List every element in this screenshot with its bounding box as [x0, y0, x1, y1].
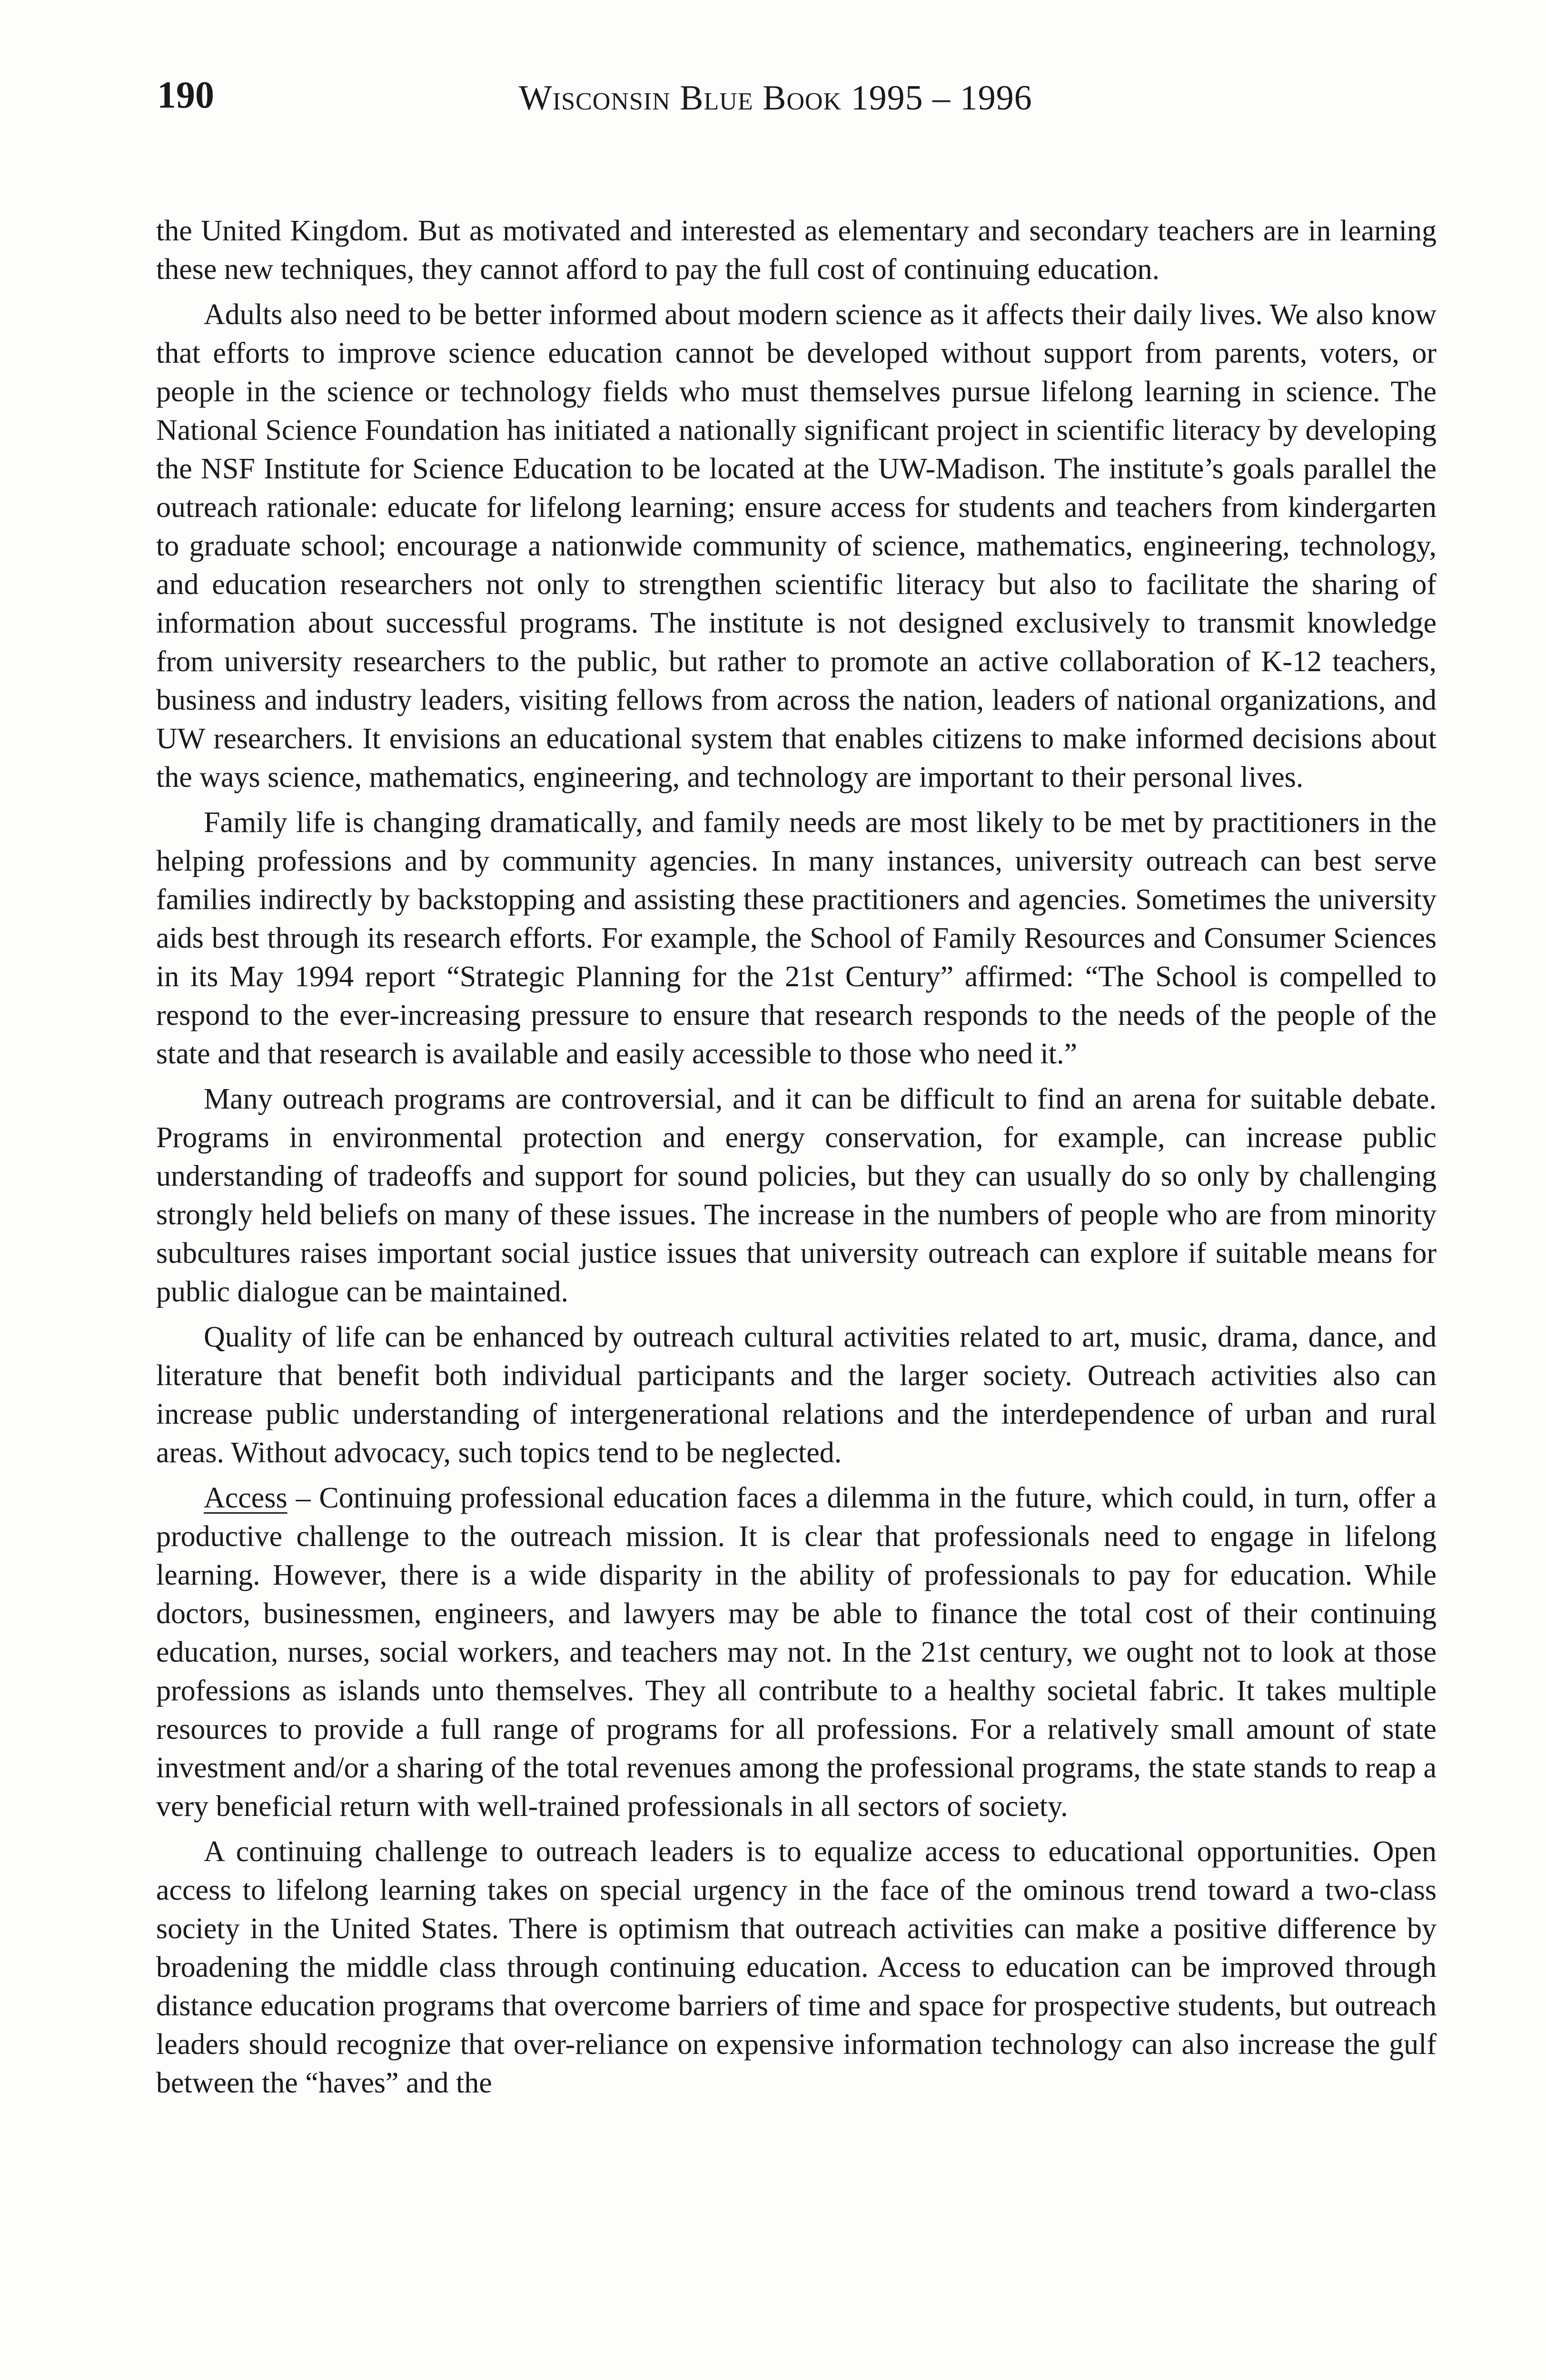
page-header [157, 71, 1442, 129]
running-title: Wisconsin Blue Book 1995 – 1996 [519, 79, 1032, 118]
section-lead-access: Access [204, 1482, 287, 1514]
paragraph-access [156, 1479, 1437, 1826]
paragraph-7: A continuing challenge to outreach leaders is to equalize access to educational opportunities. Open access to lifelong learning takes on special urgency in the face of the ominous trend toward a two-class society in the United States. There is optimism that outreach activities can make a positive difference by broadening the middle class through continuing education. Access to education can be improved through distance education programs that overcome barriers of time and space for prospective students, but outreach leaders should recognize that over-reliance on expensive information technology can also increase the gulf between the “haves” and the [156, 1835, 1437, 2099]
page-number: 190 [157, 74, 214, 116]
paragraph-4: Many outreach programs are controversial, and it can be difficult to find an arena for suitable debate. Programs in environmental protection and energy conservation, for example, can increase public understanding of tradeoffs and support for sound policies, but they can usually do so only by challenging strongly held beliefs on many of these issues. The increase in the numbers of people who are from minority subcultures raises important social justice issues that university outreach can explore if suitable means for public dialogue can be maintained. [156, 1083, 1437, 1308]
paragraph-5: Quality of life can be enhanced by outreach cultural activities related to art, music, drama, dance, and literature that benefit both individual participants and the larger society. Outreach activities also can increase public understanding of intergenerational relations and the interdependence of urban and rural areas. Without advocacy, such topics tend to be neglected. [156, 1321, 1437, 1469]
paragraph-6-text: – Continuing professional education faces a dilemma in the future, which could, in turn, offer a productive challenge to the outreach mission. It is clear that professionals need to engage in lifelong learning. However, there is a wide disparity in the ability of professionals to pay for education. While doctors, businessmen, engineers, and lawyers may be able to finance the total cost of their continuing education, nurses, social workers, and teachers may not. In the 21st century, we ought not to look at those professions as islands unto themselves. They all contribute to a healthy societal fabric. It takes multiple resources to provide a full range of programs for all professions. For a relatively small amount of state investment and/or a sharing of the total revenues among the professional programs, the state stands to reap a very beneficial return with well-trained professionals in all sectors of society. [156, 1482, 1437, 1823]
body-text [156, 212, 1437, 2102]
paragraph-3: Family life is changing dramatically, and family needs are most likely to be met by practitioners in the helping professions and by community agencies. In many instances, university outreach can best serve families indirectly by backstopping and assisting these practitioners and agencies. Sometimes the university aids best through its research efforts. For example, the School of Family Resources and Consumer Sciences in its May 1994 report “Strategic Planning for the 21st Century” affirmed: “The School is compelled to respond to the ever-increasing pressure to ensure that research responds to the needs of the people of the state and that research is available and easily accessible to those who need it.” [156, 806, 1437, 1070]
paragraph-1: the United Kingdom. But as motivated and interested as elementary and secondary teachers are in learning these new techniques, they cannot afford to pay the full cost of continuing education. [156, 215, 1437, 286]
paragraph-2: Adults also need to be better informed about modern science as it affects their daily lives. We also know that efforts to improve science education cannot be developed without support from parents, voters, or people in the science or technology fields who must themselves pursue lifelong learning in science. The National Science Foundation has initiated a nationally significant project in scientific literacy by developing the NSF Institute for Science Education to be located at the UW-Madison. The institute’s goals parallel the outreach rationale: educate for lifelong learning; ensure access for students and teachers from kindergarten to graduate school; encourage a nationwide community of science, mathematics, engineering, technology, and education researchers not only to strengthen scientific literacy but also to facilitate the sharing of information about successful programs. The institute is not designed exclusively to transmit knowledge from university researchers to the public, but rather to promote an active collaboration of K-12 teachers, business and industry leaders, visiting fellows from across the nation, leaders of national organizations, and UW researchers. It envisions an educational system that enables citizens to make informed decisions about the ways science, mathematics, engineering, and technology are important to their personal lives. [156, 298, 1437, 793]
